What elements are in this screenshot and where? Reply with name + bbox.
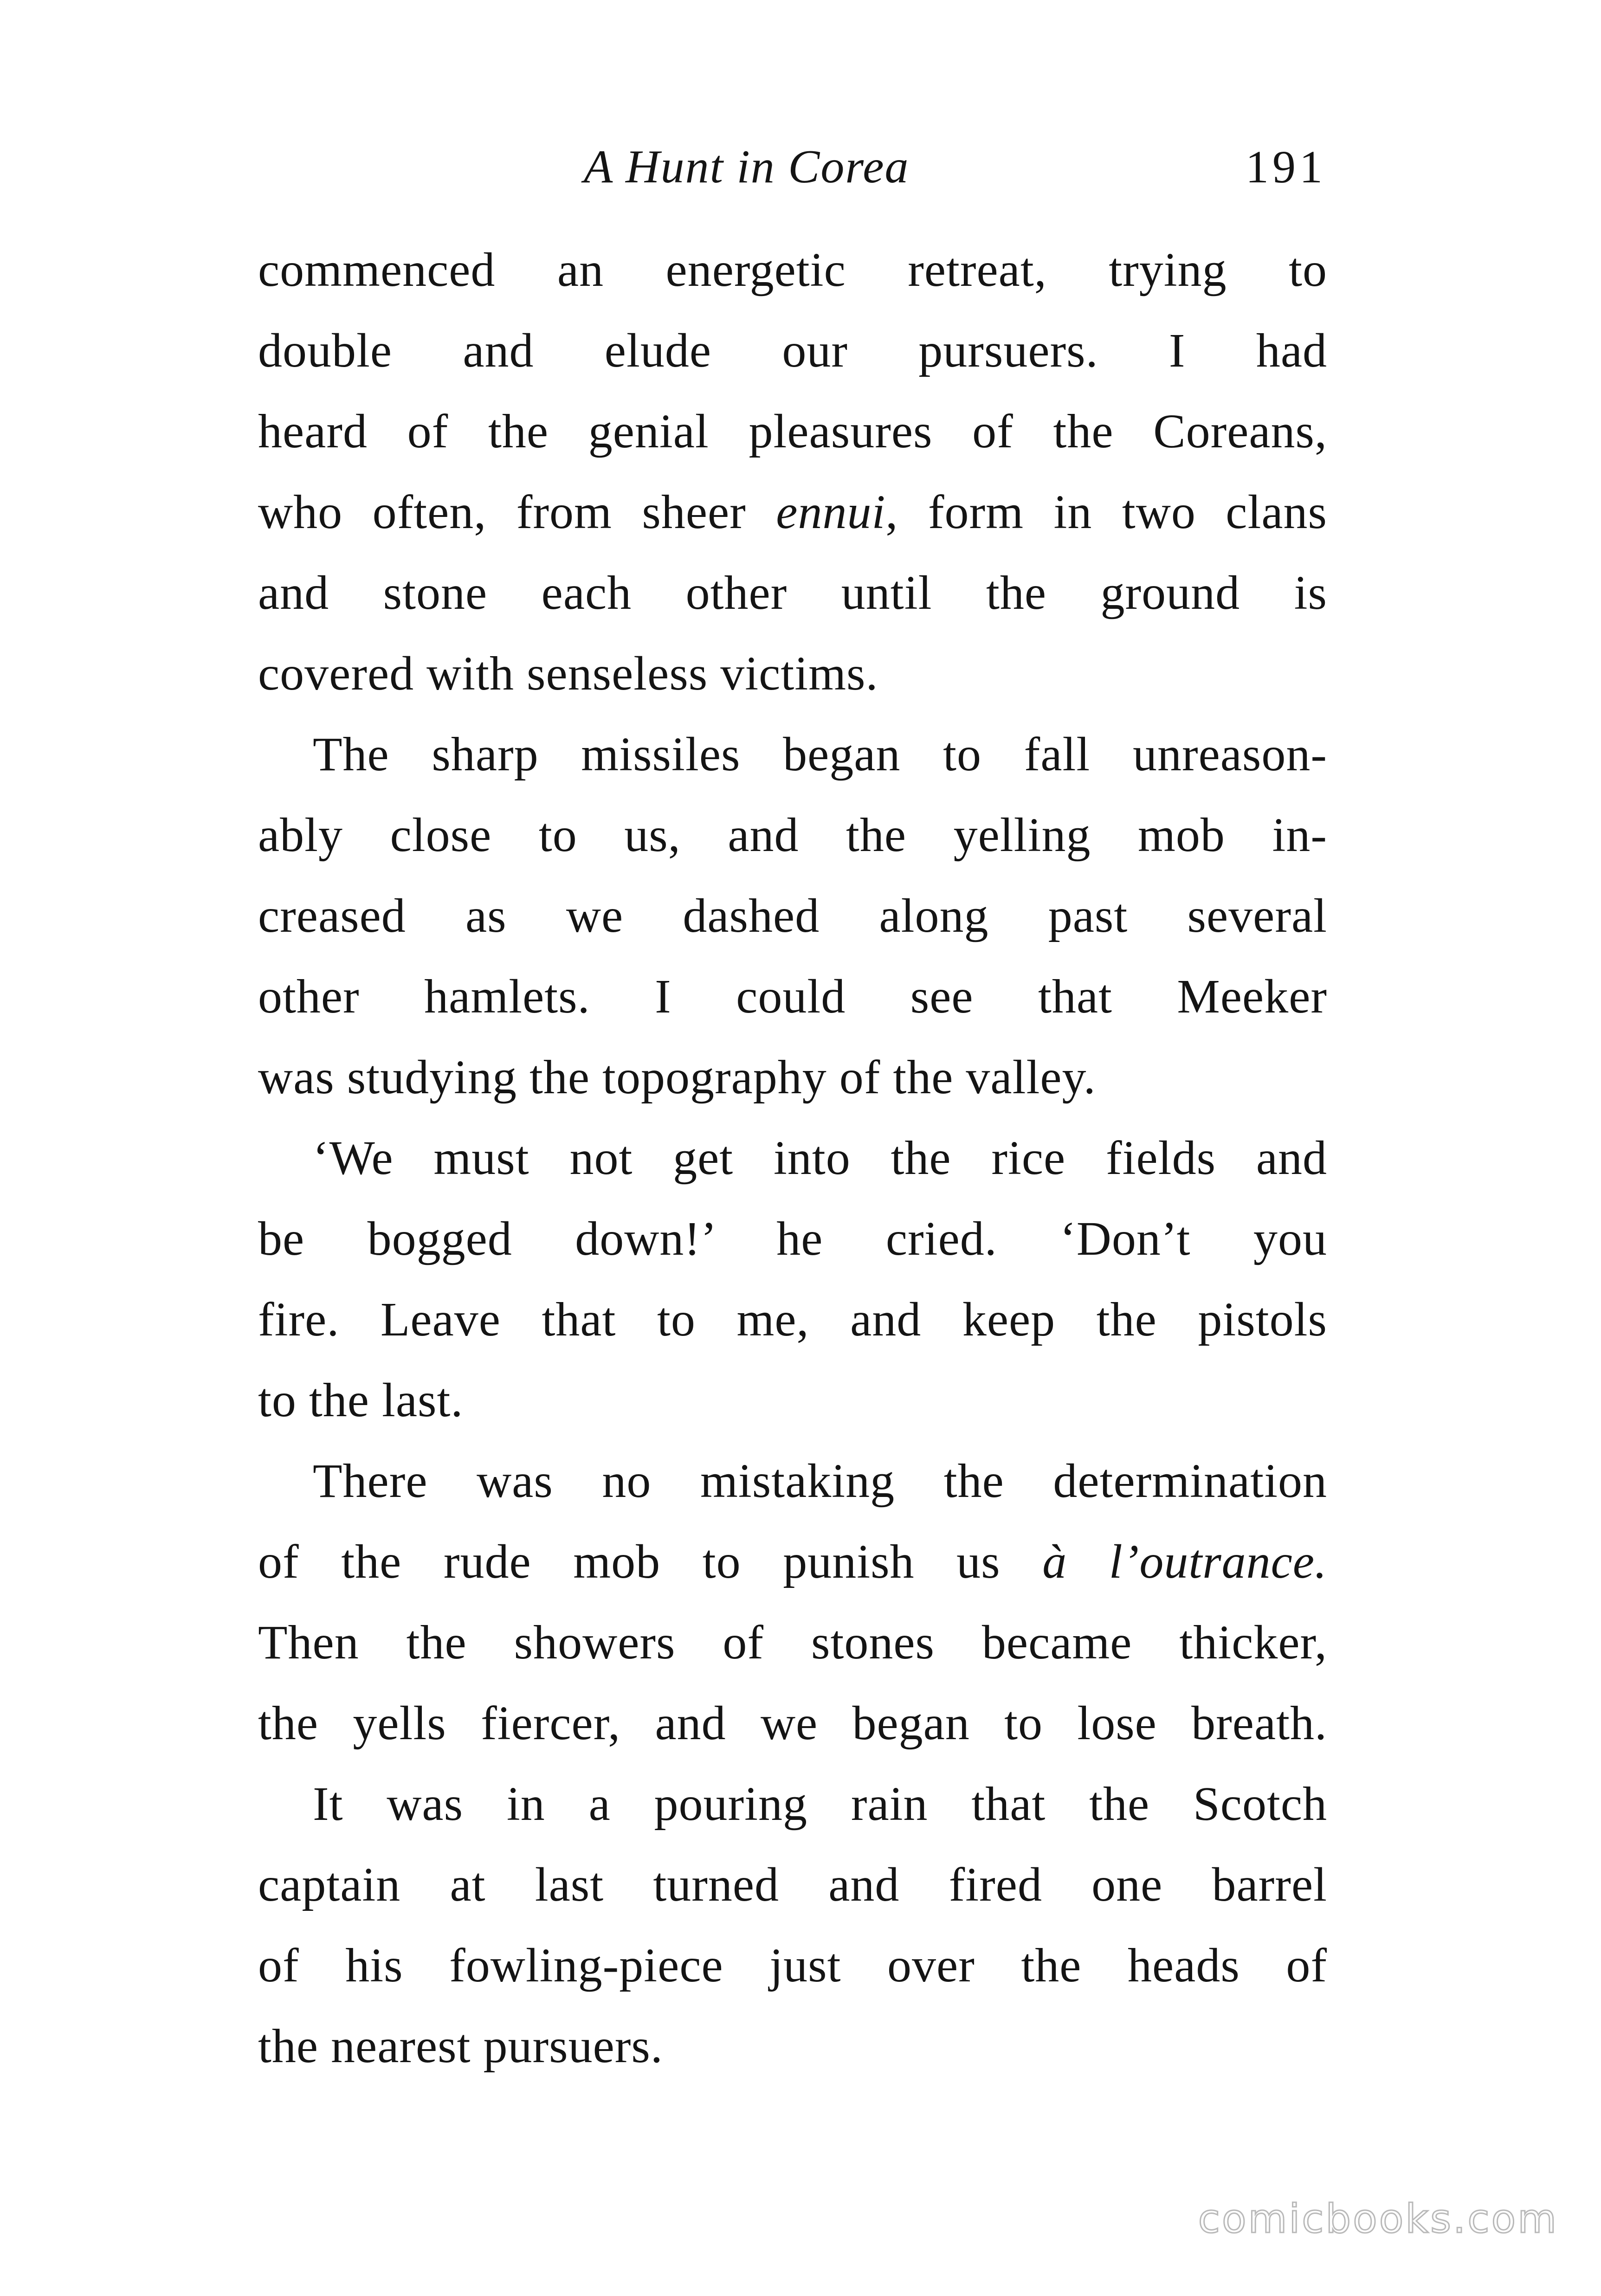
- text-line: fire. Leave that to me, and keep the pistols: [258, 1293, 1327, 1346]
- text-line-with-italic: [258, 472, 1327, 553]
- text-line-with-italic: [258, 1522, 1327, 1602]
- paragraph-1: [258, 230, 1327, 714]
- text-line: creased as we dashed along past several: [258, 889, 1327, 942]
- text-line: Then the showers of stones became thicker,: [258, 1616, 1327, 1669]
- paragraph-4: [258, 1441, 1327, 1764]
- text-line: other hamlets. I could see that Meeker: [258, 970, 1327, 1023]
- text-line: commenced an energetic retreat, trying to: [258, 243, 1327, 297]
- text-line: to the last.: [258, 1374, 464, 1427]
- page-number: 191: [1246, 141, 1326, 193]
- paragraph-2: [258, 714, 1327, 1118]
- text-line: There was no mistaking the determination: [313, 1454, 1327, 1508]
- text-line: the yells fiercer, and we began to lose breath.: [258, 1696, 1327, 1750]
- text-line: captain at last turned and fired one barrel: [258, 1858, 1327, 1911]
- text-fragment: , form in two clans: [885, 485, 1327, 539]
- italic-word: ennui: [776, 485, 886, 539]
- text-fragment: who often, from sheer: [258, 485, 776, 539]
- text-line: covered with senseless victims.: [258, 647, 878, 700]
- paragraph-3: [258, 1118, 1327, 1441]
- running-head: [259, 135, 1326, 200]
- text-line: was studying the topography of the valley.: [258, 1051, 1096, 1104]
- text-line: double and elude our pursuers. I had: [258, 324, 1327, 377]
- watermark: comicbooks.com: [1198, 2196, 1558, 2242]
- text-line: ably close to us, and the yelling mob in-: [258, 808, 1327, 862]
- text-fragment: of the rude mob to punish us: [258, 1535, 1043, 1588]
- text-line: ‘We must not get into the rice fields and: [313, 1131, 1327, 1185]
- text-line: of his fowling-piece just over the heads of: [258, 1939, 1327, 1992]
- text-line: heard of the genial pleasures of the Coreans,: [258, 405, 1327, 458]
- italic-phrase: à l’outrance.: [1042, 1535, 1328, 1588]
- text-line: The sharp missiles began to fall unreason-: [313, 728, 1327, 781]
- running-title: A Hunt in Corea: [584, 141, 910, 193]
- text-line: and stone each other until the ground is: [258, 566, 1327, 619]
- text-line: It was in a pouring rain that the Scotch: [313, 1777, 1327, 1831]
- body-text: [258, 230, 1327, 2087]
- paragraph-5: [258, 1764, 1327, 2087]
- text-line: the nearest pursuers.: [258, 2019, 663, 2073]
- text-line: be bogged down!’ he cried. ‘Don’t you: [258, 1212, 1327, 1265]
